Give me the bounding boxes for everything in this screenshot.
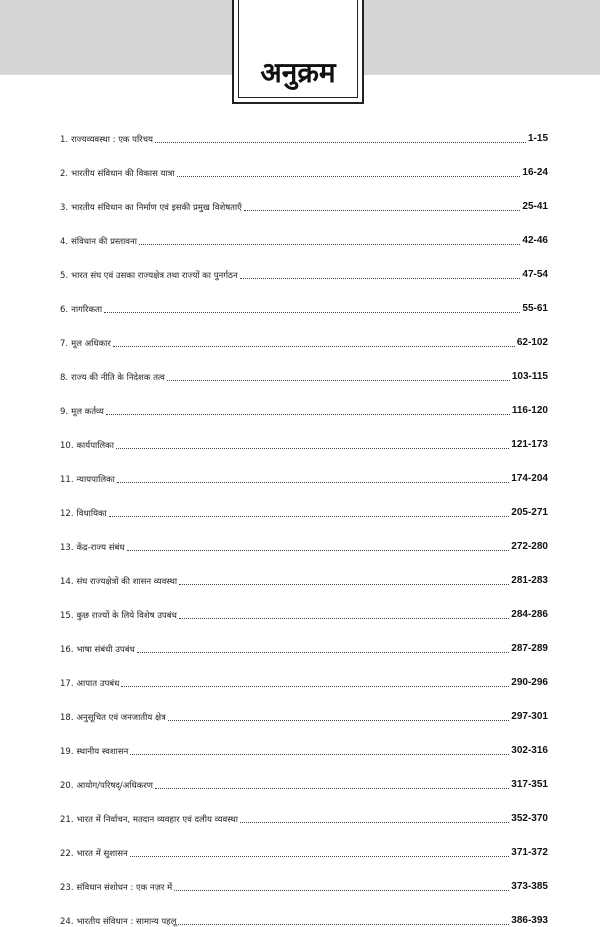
toc-entry-title: भारतीय संविधान का निर्माण एवं इसकी प्रमुख विशेषताएँ	[71, 202, 242, 213]
toc-entry-number: 17.	[60, 678, 74, 689]
toc-entry-title: भारत में सुशासन	[76, 848, 128, 859]
toc-dot-leader	[178, 924, 509, 925]
toc-entry	[60, 892, 548, 926]
toc-dot-leader	[113, 346, 515, 347]
toc-dot-leader	[240, 278, 521, 279]
toc-entry-number: 6.	[60, 304, 69, 315]
toc-entry-title: कुछ राज्यों के लिये विशेष उपबंध	[76, 610, 177, 621]
toc-entry-pages: 302-316	[511, 745, 548, 756]
page-title: अनुक्रम	[260, 56, 336, 89]
toc-dot-leader	[168, 720, 510, 721]
toc-entry	[60, 790, 548, 824]
table-of-contents	[60, 110, 548, 926]
toc-dot-leader	[130, 856, 510, 857]
toc-entry	[60, 280, 548, 314]
toc-entry	[60, 688, 548, 722]
toc-entry	[60, 484, 548, 518]
title-tab	[232, 0, 364, 104]
toc-entry-title: भाषा संबंधी उपबंध	[76, 644, 135, 655]
toc-entry	[60, 416, 548, 450]
toc-entry	[60, 144, 548, 178]
toc-entry-pages: 121-173	[511, 439, 548, 450]
toc-entry-number: 3.	[60, 202, 69, 213]
toc-entry	[60, 110, 548, 144]
toc-dot-leader	[109, 516, 510, 517]
toc-entry-number: 10.	[60, 440, 74, 451]
toc-entry-number: 12.	[60, 508, 74, 519]
toc-entry-number: 13.	[60, 542, 74, 553]
toc-entry-pages: 16-24	[522, 167, 548, 178]
toc-entry-title: संघ राज्यक्षेत्रों की शासन व्यवस्था	[76, 576, 178, 587]
toc-entry-title: भारतीय संविधान की विकास यात्रा	[71, 168, 175, 179]
toc-entry-pages: 373-385	[511, 881, 548, 892]
toc-dot-leader	[121, 686, 509, 687]
toc-dot-leader	[240, 822, 509, 823]
toc-entry	[60, 450, 548, 484]
toc-entry-number: 8.	[60, 372, 69, 383]
toc-entry-title: भारतीय संविधान : सामान्य पहलू	[76, 916, 177, 927]
toc-entry	[60, 348, 548, 382]
toc-entry	[60, 552, 548, 586]
toc-entry-title: मूल कर्तव्य	[71, 406, 104, 417]
toc-entry	[60, 756, 548, 790]
toc-entry-pages: 47-54	[522, 269, 548, 280]
toc-entry-title: अनुसूचित एवं जनजातीय क्षेत्र	[76, 712, 166, 723]
toc-entry-pages: 205-271	[511, 507, 548, 518]
toc-entry-title: न्यायपालिका	[76, 474, 115, 485]
toc-entry-pages: 386-393	[511, 915, 548, 926]
toc-entry	[60, 722, 548, 756]
toc-entry-number: 5.	[60, 270, 69, 281]
toc-entry-title: भारत में निर्वाचन, मतदान व्यवहार एवं दलीय व्यवस्था	[76, 814, 238, 825]
toc-entry-pages: 25-41	[522, 201, 548, 212]
toc-entry-number: 22.	[60, 848, 74, 859]
toc-entry-number: 24.	[60, 916, 74, 927]
toc-entry-pages: 272-280	[511, 541, 548, 552]
toc-entry-title: कार्यपालिका	[76, 440, 114, 451]
toc-entry	[60, 518, 548, 552]
toc-dot-leader	[244, 210, 521, 211]
toc-entry-title: संविधान की प्रस्तावना	[71, 236, 137, 247]
toc-entry	[60, 586, 548, 620]
toc-entry-pages: 284-286	[511, 609, 548, 620]
toc-entry-pages: 55-61	[522, 303, 548, 314]
toc-entry-title: आयोग/परिषद्/अधिकरण	[76, 780, 153, 791]
toc-entry-pages: 174-204	[511, 473, 548, 484]
toc-dot-leader	[174, 890, 509, 891]
toc-entry	[60, 654, 548, 688]
toc-dot-leader	[177, 176, 521, 177]
toc-entry-pages: 297-301	[511, 711, 548, 722]
toc-entry-pages: 103-115	[511, 371, 548, 382]
toc-entry-pages: 290-296	[511, 677, 548, 688]
toc-entry-title: भारत संघ एवं उसका राज्यक्षेत्र तथा राज्यों का पुनर्गठन	[71, 270, 238, 281]
toc-entry-number: 19.	[60, 746, 74, 757]
toc-entry-number: 1.	[60, 134, 69, 145]
toc-entry-number: 9.	[60, 406, 69, 417]
toc-entry-title: केंद्र-राज्य संबंध	[76, 542, 125, 553]
toc-entry-pages: 287-289	[511, 643, 548, 654]
toc-entry-title: आपात उपबंध	[76, 678, 120, 689]
toc-entry-pages: 317-351	[511, 779, 548, 790]
toc-entry-pages: 116-120	[511, 405, 548, 416]
toc-entry	[60, 246, 548, 280]
toc-entry	[60, 824, 548, 858]
toc-entry-title: विधायिका	[76, 508, 107, 519]
toc-dot-leader	[116, 448, 509, 449]
toc-entry-title: राज्यव्यवस्था : एक परिचय	[71, 134, 153, 145]
toc-entry-pages: 281-283	[511, 575, 548, 586]
toc-entry-number: 15.	[60, 610, 74, 621]
toc-entry-pages: 42-46	[522, 235, 548, 246]
toc-entry-pages: 371-372	[511, 847, 548, 858]
toc-entry-number: 2.	[60, 168, 69, 179]
toc-entry-number: 16.	[60, 644, 74, 655]
toc-dot-leader	[167, 380, 510, 381]
toc-dot-leader	[104, 312, 520, 313]
toc-entry	[60, 620, 548, 654]
toc-entry-pages: 352-370	[511, 813, 548, 824]
toc-entry-number: 7.	[60, 338, 69, 349]
toc-entry	[60, 178, 548, 212]
toc-entry	[60, 858, 548, 892]
toc-entry-pages: 1-15	[527, 133, 548, 144]
toc-entry-pages: 62-102	[516, 337, 548, 348]
toc-dot-leader	[179, 584, 509, 585]
toc-entry-number: 4.	[60, 236, 69, 247]
toc-dot-leader	[137, 652, 509, 653]
toc-entry-title: मूल अधिकार	[71, 338, 111, 349]
title-tab-inner	[238, 0, 358, 98]
toc-entry-number: 21.	[60, 814, 74, 825]
toc-entry-title: स्थानीय स्वशासन	[76, 746, 129, 757]
toc-dot-leader	[139, 244, 521, 245]
toc-dot-leader	[155, 142, 526, 143]
toc-dot-leader	[117, 482, 509, 483]
toc-entry-number: 11.	[60, 474, 74, 485]
toc-entry-number: 18.	[60, 712, 74, 723]
toc-dot-leader	[106, 414, 510, 415]
toc-entry	[60, 382, 548, 416]
toc-dot-leader	[155, 788, 509, 789]
toc-entry	[60, 314, 548, 348]
toc-entry	[60, 212, 548, 246]
toc-entry-title: राज्य की नीति के निदेशक तत्व	[71, 372, 165, 383]
toc-entry-title: संविधान संशोधन : एक नज़र में	[76, 882, 173, 893]
toc-dot-leader	[179, 618, 509, 619]
toc-dot-leader	[127, 550, 510, 551]
toc-dot-leader	[130, 754, 509, 755]
toc-entry-title: नागरिकता	[71, 304, 103, 315]
toc-entry-number: 14.	[60, 576, 74, 587]
toc-entry-number: 23.	[60, 882, 74, 893]
toc-entry-number: 20.	[60, 780, 74, 791]
